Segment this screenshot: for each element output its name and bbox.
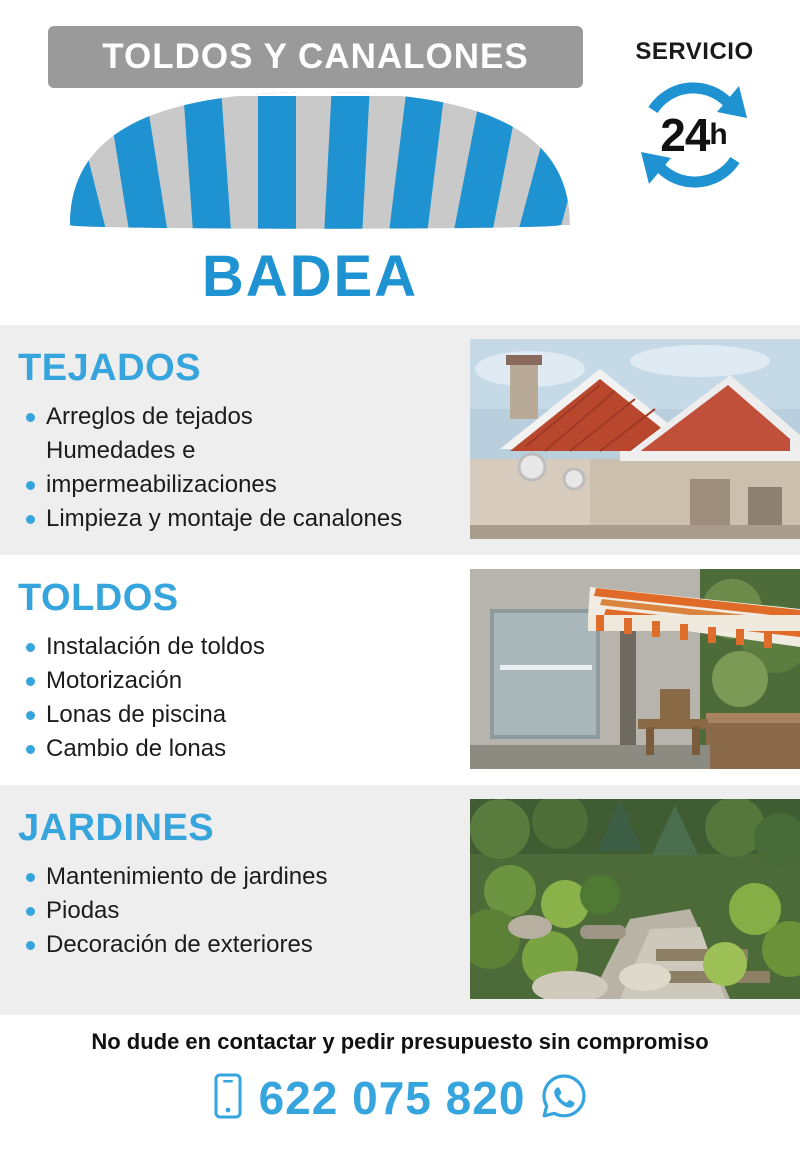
section-toldos-title: TOLDOS	[18, 577, 179, 619]
section-tejados-text	[0, 325, 470, 555]
section-jardines-text	[0, 785, 470, 1015]
list-item: Arreglos de tejados	[18, 400, 458, 434]
brand-name: BADEA	[201, 244, 419, 309]
list-item: Decoración de exteriores	[18, 928, 458, 962]
list-item: impermeabilizaciones	[18, 468, 458, 502]
header	[0, 0, 800, 325]
list-item: Instalación de toldos	[18, 630, 458, 664]
section-toldos-list	[18, 630, 458, 766]
section-jardines	[0, 785, 800, 1015]
badge-number: 24	[660, 109, 710, 161]
phone-number[interactable]: 622 075 820	[258, 1072, 526, 1124]
list-item: Motorización	[18, 664, 458, 698]
badge-unit: h	[709, 118, 728, 151]
contact-row[interactable]	[0, 1071, 800, 1125]
section-toldos-text	[0, 555, 470, 785]
mobile-phone-icon	[213, 1073, 243, 1124]
awning-photo	[470, 569, 800, 769]
list-item: Piodas	[18, 894, 458, 928]
list-item: Humedades e	[46, 437, 196, 465]
footer	[0, 1015, 800, 1153]
list-item: Limpieza y montaje de canalones	[18, 502, 458, 536]
list-item: Cambio de lonas	[18, 732, 458, 766]
list-item: Lonas de piscina	[18, 698, 458, 732]
section-jardines-list	[18, 860, 458, 962]
section-tejados-list	[18, 400, 458, 536]
section-tejados	[0, 325, 800, 555]
section-jardines-title: JARDINES	[18, 807, 215, 849]
title-banner	[48, 26, 583, 88]
section-tejados-title: TEJADOS	[18, 347, 201, 389]
badge-text	[631, 72, 757, 198]
service-label: SERVICIO	[635, 38, 754, 65]
banner-title: TOLDOS Y CANALONES	[102, 37, 529, 76]
footer-tagline: No dude en contactar y pedir presupuesto sin compromiso	[91, 1029, 709, 1054]
list-item: Mantenimiento de jardines	[18, 860, 458, 894]
whatsapp-icon[interactable]	[541, 1073, 587, 1124]
service-24h-badge	[607, 30, 782, 205]
roof-photo	[470, 339, 800, 539]
awning-logo-icon	[60, 80, 580, 240]
section-toldos	[0, 555, 800, 785]
garden-photo	[470, 799, 800, 999]
